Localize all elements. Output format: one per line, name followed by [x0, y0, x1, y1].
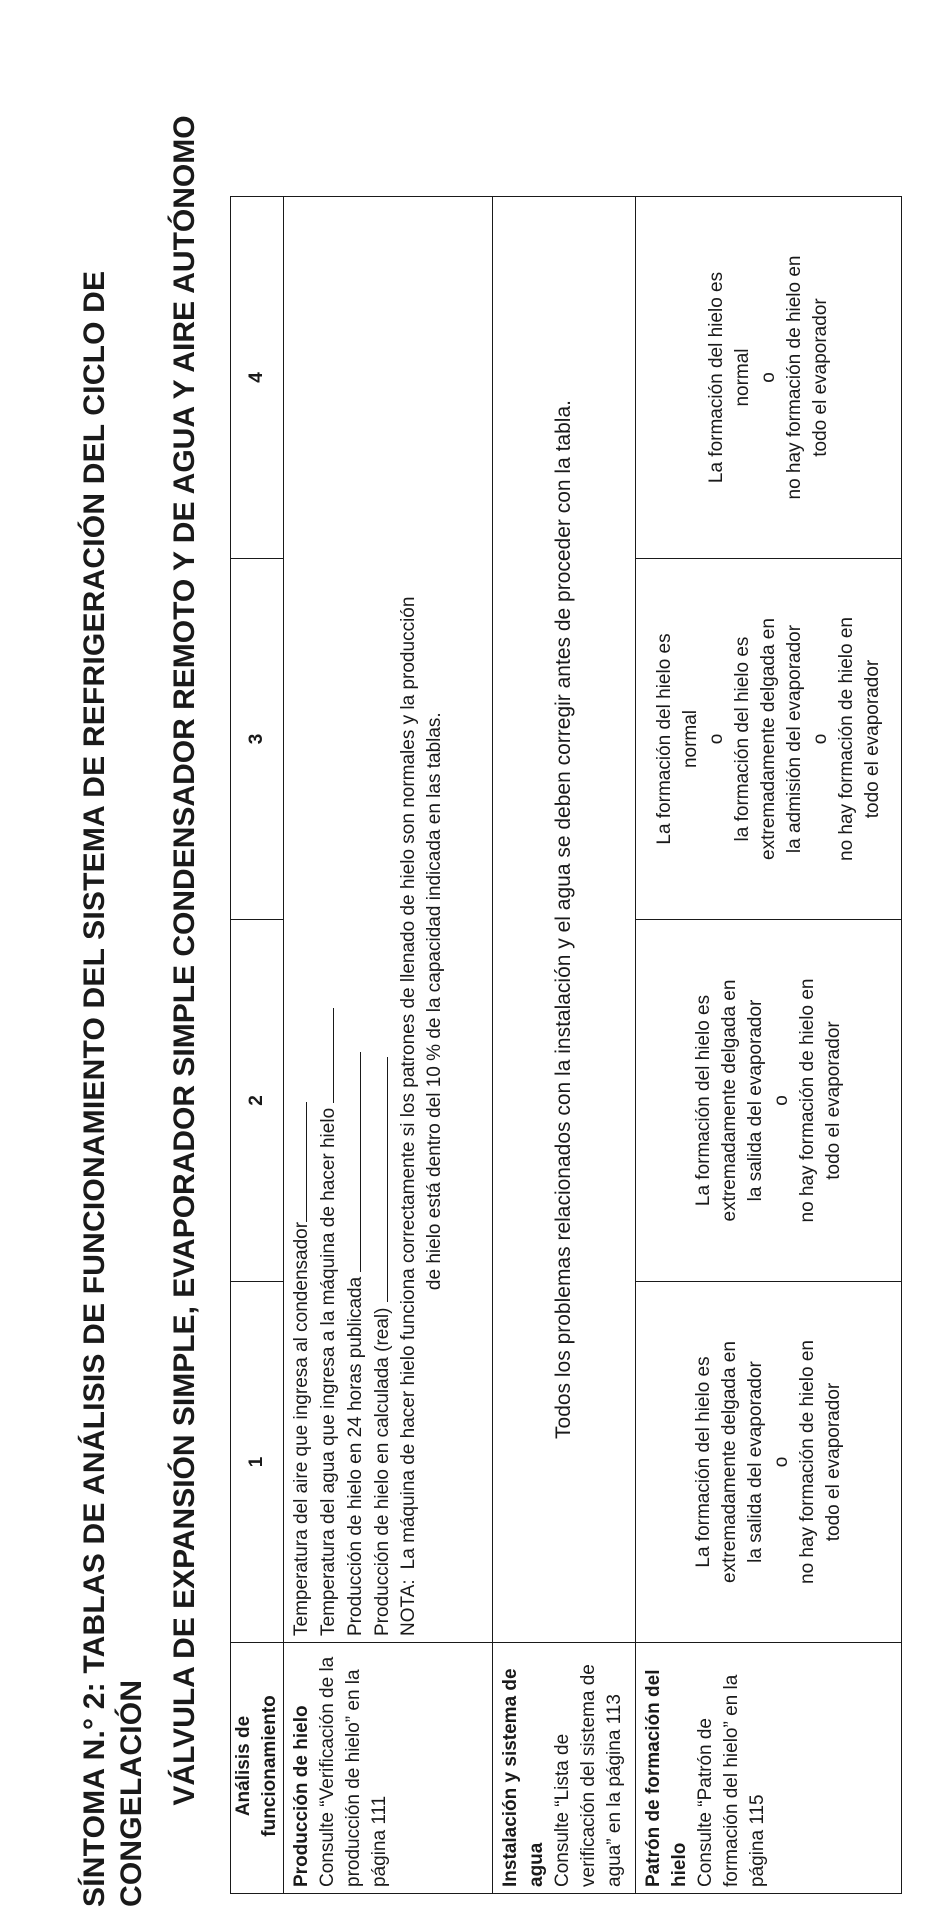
ice-pattern-col-2	[636, 920, 902, 1282]
analysis-table	[230, 196, 902, 1894]
text-line: normal	[679, 709, 701, 769]
water-temp-line	[315, 203, 342, 1636]
or-separator: o	[757, 372, 779, 383]
text-line: La formación del hielo es	[692, 994, 714, 1207]
text-line: todo el evaporador	[861, 659, 883, 819]
note-text	[396, 203, 448, 1569]
ice-pattern-col-4	[636, 197, 902, 559]
text-line: la salida del evaporador	[744, 999, 766, 1202]
air-temp-line	[288, 203, 315, 1636]
note-line-1: La máquina de hacer hielo funciona correctamente si los patrones de llenado de hielo son normales y la producción	[398, 596, 419, 1570]
text-line: normal	[731, 348, 753, 407]
water-temp-blank	[315, 1008, 334, 1103]
ice-pattern-title: Patrón de formación del hielo	[643, 1669, 690, 1887]
row-head-installation	[493, 1643, 636, 1894]
installation-reference: Consulte “Lista de verificación del sistema de agua” en la página 113	[552, 1664, 625, 1887]
text-line: la salida del evaporador	[744, 1361, 766, 1563]
row-head-ice-pattern	[636, 1643, 902, 1894]
text-line: extremadamente delgada en	[718, 979, 740, 1222]
page-title-line-1: SÍNTOMA N.° 2: TABLAS DE ANÁLISIS DE FUNCIONAMIENTO DEL SISTEMA DE REFRIGERACIÓN DEL CICLO DE	[78, 270, 111, 1907]
header-col-4: 4	[231, 197, 284, 559]
or-separator: o	[705, 733, 727, 745]
text-line: todo el evaporador	[822, 1021, 844, 1180]
actual-production-label: Producción de hielo en calculada (real)	[372, 1307, 393, 1636]
production-note	[396, 203, 448, 1636]
production-title: Producción de hielo	[291, 1705, 312, 1887]
text-line: extremadamente delgada en	[757, 618, 779, 860]
published-production-label: Producción de hielo en 24 horas publicada	[345, 1276, 366, 1636]
actual-production-line	[369, 203, 396, 1636]
or-separator: o	[770, 1095, 792, 1106]
header-col-2: 2	[231, 920, 284, 1282]
table-row-production	[284, 197, 493, 1894]
production-reference: Consulte “Verificación de la producción de hielo” en la página 111	[317, 1656, 390, 1887]
header-col-3: 3	[231, 559, 284, 920]
or-separator: o	[809, 733, 831, 745]
installation-title: Instalación y sistema de agua	[500, 1668, 547, 1887]
text-line: no hay formación de hielo en	[835, 617, 857, 861]
text-line: La formación del hielo es	[705, 271, 727, 484]
text-line: no hay formación de hielo en	[783, 255, 805, 500]
table-row-installation	[493, 197, 636, 1894]
text-line: no hay formación de hielo en	[796, 978, 818, 1223]
page-subtitle: VÁLVULA DE EXPANSIÓN SIMPLE, EVAPORADOR SIMPLE CONDENSADOR REMOTO Y DE AGUA Y AIRE AUTÓNOMO	[168, 115, 201, 1806]
text-line: extremadamente delgada en	[718, 1341, 740, 1583]
or-separator: o	[770, 1456, 792, 1468]
published-production-blank	[342, 1052, 361, 1272]
installation-text: Todos los problemas relacionados con la instalación y el agua se deben corregir antes de proceder con la tabla.	[493, 197, 636, 1643]
text-line: todo el evaporador	[822, 1382, 844, 1542]
air-temp-blank	[288, 1102, 307, 1222]
header-analysis: Análisis de funcionamiento	[231, 1643, 284, 1894]
table-header-row	[231, 197, 284, 1894]
text-line: la admisión del evaporador	[783, 624, 805, 854]
text-line: todo el evaporador	[809, 298, 831, 457]
actual-production-blank	[369, 1057, 388, 1302]
header-col-1: 1	[231, 1282, 284, 1643]
published-production-line	[342, 203, 369, 1636]
water-temp-label: Temperatura del agua que ingresa a la máquina de hacer hielo	[318, 1107, 339, 1636]
ice-pattern-reference: Consulte “Patrón de formación del hielo” en la página 115	[695, 1674, 768, 1887]
ice-pattern-col-3	[636, 559, 902, 920]
text-line: La formación del hielo es	[692, 1356, 714, 1568]
row-head-production	[284, 1643, 493, 1894]
text-line: no hay formación de hielo en	[796, 1340, 818, 1584]
ice-pattern-col-1	[636, 1282, 902, 1643]
production-details	[284, 197, 493, 1643]
air-temp-label: Temperatura del aire que ingresa al condensador	[291, 1221, 312, 1636]
table-row-ice-pattern	[636, 197, 902, 1894]
text-line: la formación del hielo es	[731, 636, 753, 842]
page-title-line-2: CONGELACIÓN	[115, 1679, 148, 1907]
text-line: La formación del hielo es	[653, 633, 675, 845]
note-line-2: de hielo está dentro del 10 % de la capacidad indicada en las tablas.	[424, 712, 445, 1291]
note-label: NOTA:	[398, 1579, 419, 1636]
